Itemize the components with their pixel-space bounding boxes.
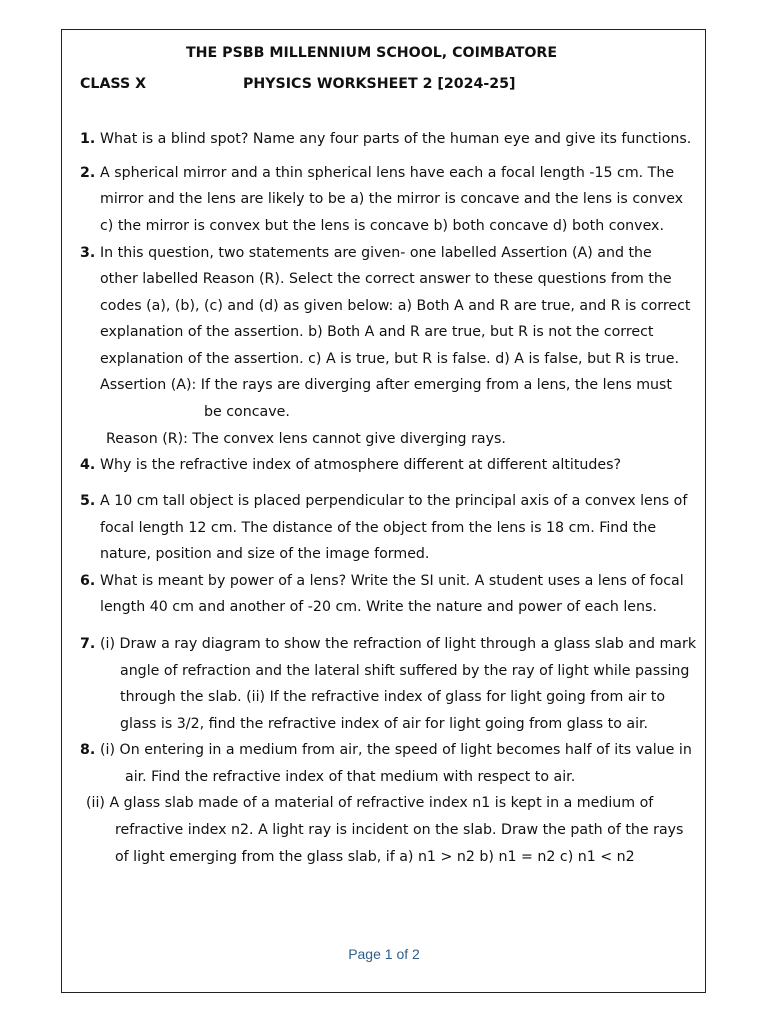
question-number: 7.: [80, 636, 96, 652]
question-text: A spherical mirror and a thin spherical lens have each a focal length -15 cm. The: [100, 165, 675, 181]
question-text: In this question, two statements are given- one labelled Assertion (A) and the: [100, 245, 652, 261]
class-label: CLASS X: [80, 76, 147, 92]
question-text: (i) On entering in a medium from air, the speed of light becomes half of its value in: [100, 742, 692, 758]
question-text: explanation of the assertion. c) A is true, but R is false. d) A is false, but R is true.: [100, 351, 679, 367]
page-number: Page 1 of 2: [348, 946, 420, 962]
question-text: through the slab. (ii) If the refractive index of glass for light going from air to: [120, 689, 666, 705]
question-number: 2.: [80, 165, 96, 181]
question-text: Why is the refractive index of atmosphere different at different altitudes?: [100, 457, 622, 473]
question-text: angle of refraction and the lateral shift suffered by the ray of light while passing: [120, 663, 690, 679]
assertion-text: Assertion (A): If the rays are diverging after emerging from a lens, the lens must: [100, 377, 672, 393]
question-number: 5.: [80, 493, 96, 509]
question-text: (ii) A glass slab made of a material of refractive index n1 is kept in a medium of: [86, 795, 654, 811]
question-text: codes (a), (b), (c) and (d) as given below: a) Both A and R are true, and R is correct: [100, 298, 691, 314]
question-text: c) the mirror is convex but the lens is concave b) both concave d) both convex.: [100, 218, 664, 234]
question-number: 4.: [80, 457, 96, 473]
question-text: explanation of the assertion. b) Both A and R are true, but R is not the correct: [100, 324, 654, 340]
question-text: nature, position and size of the image formed.: [100, 546, 430, 562]
question-text: refractive index n2. A light ray is incident on the slab. Draw the path of the rays: [115, 822, 684, 838]
question-text: (i) Draw a ray diagram to show the refraction of light through a glass slab and mark: [100, 636, 697, 652]
question-number: 3.: [80, 245, 96, 261]
question-text: glass is 3/2, find the refractive index of air for light going from glass to air.: [120, 716, 649, 732]
question-text: mirror and the lens are likely to be a) the mirror is concave and the lens is convex: [100, 191, 684, 207]
assertion-text: be concave.: [204, 404, 290, 420]
question-number: 1.: [80, 131, 96, 147]
question-text: What is meant by power of a lens? Write the SI unit. A student uses a lens of focal: [100, 573, 684, 589]
school-title: THE PSBB MILLENNIUM SCHOOL, COIMBATORE: [186, 45, 558, 61]
question-text: of light emerging from the glass slab, if a) n1 > n2 b) n1 = n2 c) n1 < n2: [115, 849, 635, 865]
question-text: A 10 cm tall object is placed perpendicular to the principal axis of a convex lens of: [100, 493, 688, 509]
question-text: What is a blind spot? Name any four parts of the human eye and give its functions.: [100, 131, 692, 147]
question-number: 8.: [80, 742, 96, 758]
question-number: 6.: [80, 573, 96, 589]
question-text: air. Find the refractive index of that medium with respect to air.: [125, 769, 576, 785]
question-text: focal length 12 cm. The distance of the object from the lens is 18 cm. Find the: [100, 520, 657, 536]
reason-text: Reason (R): The convex lens cannot give diverging rays.: [106, 431, 506, 447]
question-text: length 40 cm and another of -20 cm. Write the nature and power of each lens.: [100, 599, 657, 615]
question-text: other labelled Reason (R). Select the correct answer to these questions from the: [100, 271, 672, 287]
worksheet-title: PHYSICS WORKSHEET 2 [2024-25]: [243, 76, 516, 92]
